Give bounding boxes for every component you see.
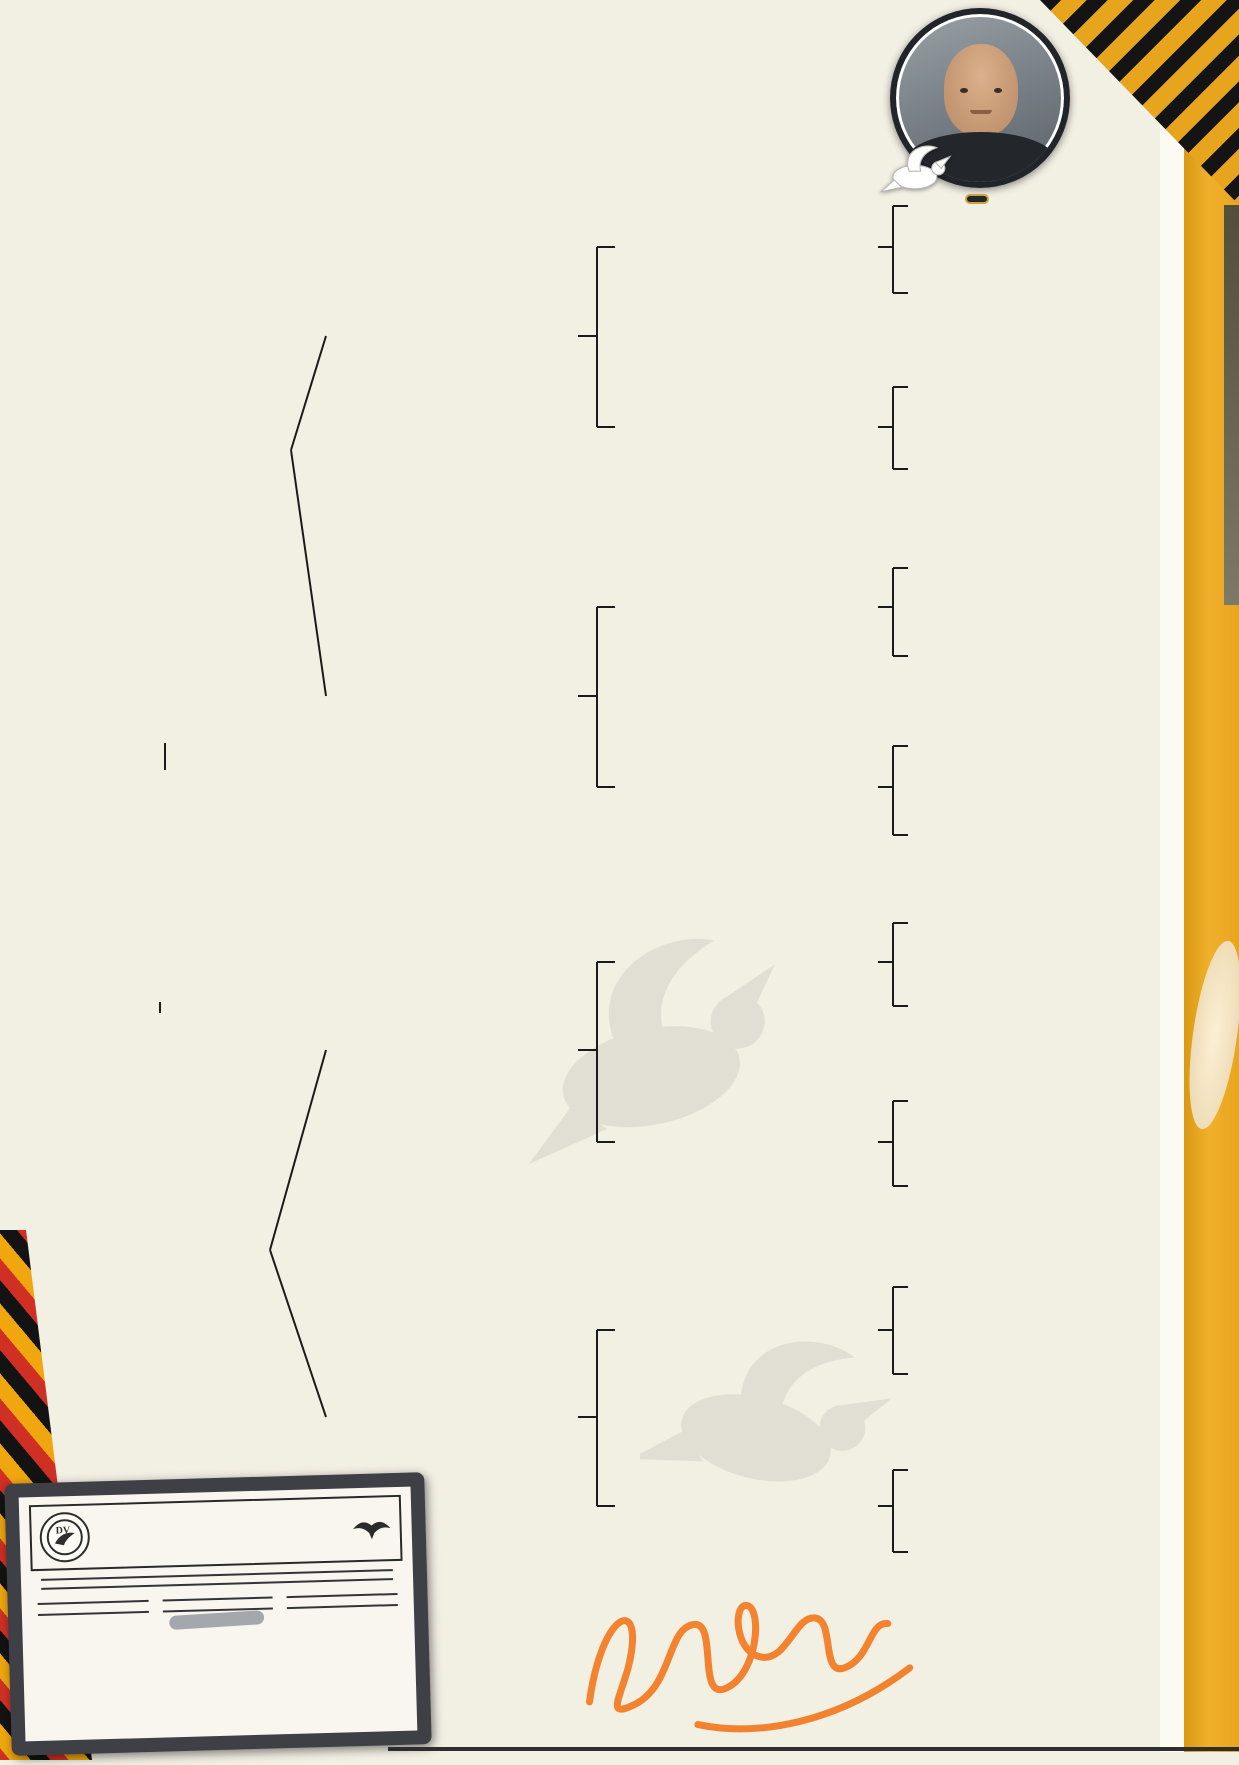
org-line2 bbox=[98, 1529, 344, 1536]
card-col-verein bbox=[287, 1588, 398, 1609]
org-line1 bbox=[98, 1529, 344, 1536]
dv-logo-icon bbox=[39, 1512, 90, 1563]
scan-bottom-edge bbox=[388, 1747, 1239, 1751]
grey-smudge bbox=[168, 1610, 264, 1630]
face bbox=[944, 44, 1018, 136]
card-header bbox=[29, 1495, 403, 1571]
card-org-name bbox=[98, 1529, 344, 1536]
breeder-portrait bbox=[886, 8, 1068, 236]
card-columns bbox=[31, 1588, 403, 1616]
signature bbox=[564, 1545, 929, 1765]
name-badge bbox=[965, 194, 989, 204]
ownership-card-inner bbox=[19, 1487, 418, 1742]
card-col-rv bbox=[162, 1591, 273, 1612]
imprint-name-row bbox=[948, 1580, 1198, 1604]
svg-text:DV: DV bbox=[55, 1525, 71, 1537]
col-value bbox=[287, 1595, 398, 1609]
mouth bbox=[970, 110, 992, 114]
ownership-card bbox=[4, 1472, 431, 1756]
divider bbox=[41, 1578, 393, 1590]
card-col-regv bbox=[37, 1595, 148, 1616]
col-value bbox=[38, 1602, 149, 1616]
imprint-block bbox=[948, 1580, 1198, 1604]
eye bbox=[994, 88, 1002, 93]
eagle-icon bbox=[351, 1513, 392, 1544]
dove-icon bbox=[874, 136, 966, 202]
eye bbox=[960, 88, 968, 93]
